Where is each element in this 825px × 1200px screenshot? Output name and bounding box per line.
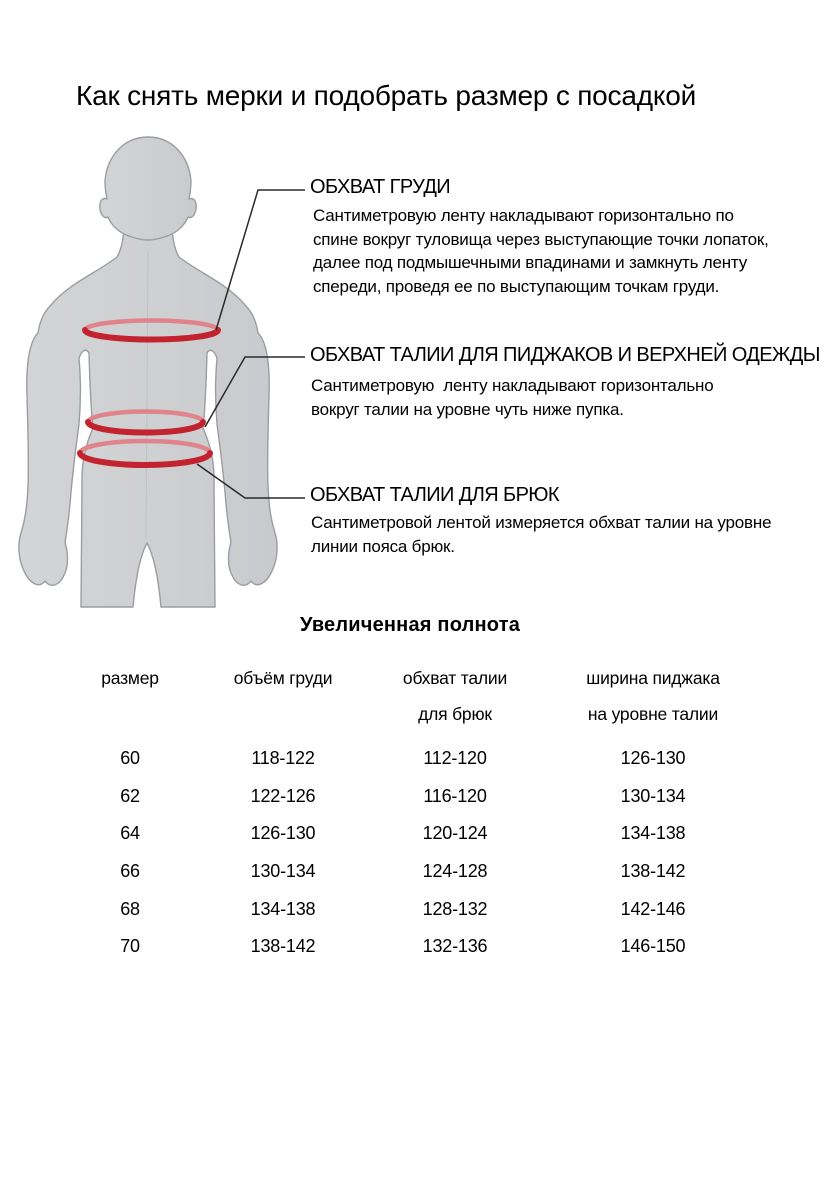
table-cell: 120-124 <box>422 823 488 844</box>
table-cell: 130-134 <box>620 785 686 806</box>
table-cell: 142-146 <box>620 898 686 919</box>
column-header-size: размер <box>101 668 159 688</box>
table-cell: 138-142 <box>250 936 316 957</box>
table-cell: 64 <box>120 823 140 844</box>
head <box>100 137 196 240</box>
trouser-waist-heading: ОБХВАТ ТАЛИИ ДЛЯ БРЮК <box>310 484 559 506</box>
column-header-jacket-width-2: на уровне талии <box>587 704 719 724</box>
column-header-trouser-waist-2: для брюк <box>418 704 492 724</box>
table-row <box>60 815 762 853</box>
table-cell: 126-130 <box>250 823 316 844</box>
page-title: Как снять мерки и подобрать размер с посадкой <box>76 80 697 111</box>
column-header-jacket-width: ширина пиджака <box>586 668 720 688</box>
header-line-2 <box>60 704 762 740</box>
column-header-trouser-waist: обхват талии <box>402 668 508 688</box>
table-row <box>60 778 762 816</box>
text-line: далее под подмышечными впадинами и замкнуть ленту <box>313 253 748 272</box>
table-cell: 118-122 <box>251 748 315 769</box>
table-cell: 68 <box>120 898 140 919</box>
trouser-waist-description <box>311 511 771 558</box>
text-line: Сантиметровую ленту накладывают горизонтально <box>311 376 714 395</box>
table-cell: 130-134 <box>250 861 316 882</box>
table-row <box>60 853 762 891</box>
table-cell: 146-150 <box>620 936 686 957</box>
column-header-size-2 <box>60 704 200 740</box>
chest-description <box>313 204 769 298</box>
table-cell: 134-138 <box>250 898 316 919</box>
table-cell: 112-120 <box>423 748 487 769</box>
table-cell: 126-130 <box>620 748 686 769</box>
jacket-waist-heading: ОБХВАТ ТАЛИИ ДЛЯ ПИДЖАКОВ И ВЕРХНЕЙ ОДЕЖДЫ <box>310 344 820 366</box>
chest-heading: ОБХВАТ ГРУДИ <box>310 176 451 198</box>
table-cell: 128-132 <box>422 898 488 919</box>
header-line-1 <box>60 668 762 704</box>
table-cell: 138-142 <box>620 861 686 882</box>
text-line: линии пояса брюк. <box>311 536 455 556</box>
table-cell: 66 <box>120 861 140 882</box>
table-cell: 122-126 <box>250 785 316 806</box>
measurement-diagram <box>0 120 320 620</box>
column-header-chest-2 <box>200 704 366 740</box>
size-table-title: Увеличенная полнота <box>299 614 521 636</box>
table-cell: 124-128 <box>422 861 488 882</box>
size-table-body <box>60 740 762 966</box>
table-cell: 70 <box>120 936 140 957</box>
text-line: спереди, проведя ее по выступающим точкам груди. <box>313 276 720 296</box>
table-cell: 62 <box>120 785 140 806</box>
table-cell: 116-120 <box>423 785 487 806</box>
table-cell: 134-138 <box>620 823 686 844</box>
male-silhouette <box>19 137 277 607</box>
text-line: спине вокруг туловища через выступающие точки лопаток, <box>313 229 769 249</box>
table-row <box>60 740 762 778</box>
table-row <box>60 890 762 928</box>
text-line: Сантиметровой лентой измеряется обхват талии на уровне <box>311 513 772 532</box>
text-line: вокруг талии на уровне чуть ниже пупка. <box>311 399 624 419</box>
text-line: Сантиметровую ленту накладывают горизонтально по <box>313 206 734 225</box>
jacket-waist-description <box>311 374 714 421</box>
table-cell: 132-136 <box>422 936 488 957</box>
table-row <box>60 928 762 966</box>
table-cell: 60 <box>120 748 140 769</box>
size-table-header <box>60 668 762 740</box>
column-header-chest: объём груди <box>233 668 333 688</box>
